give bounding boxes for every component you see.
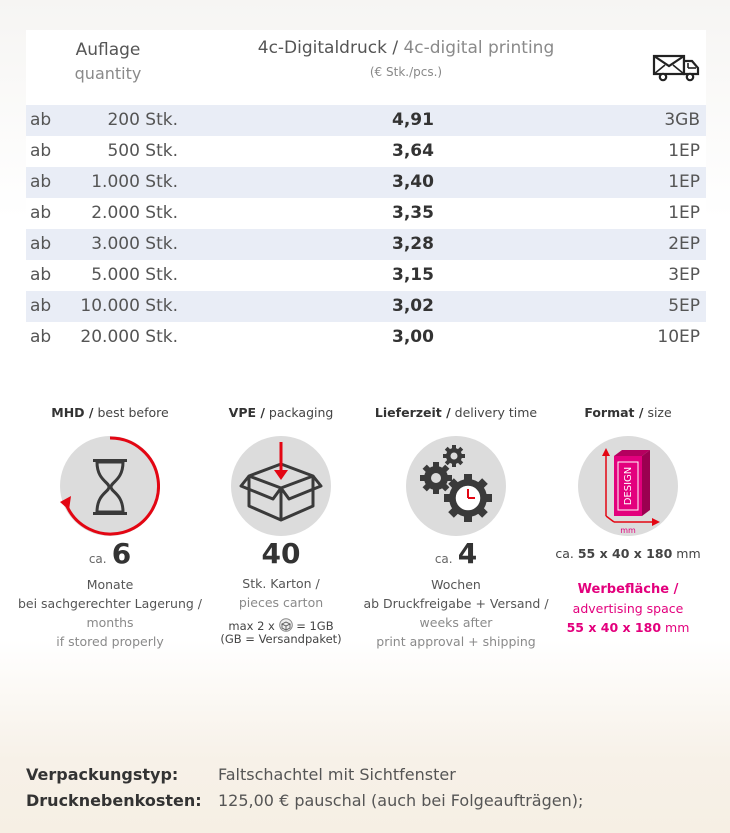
vpe-line1: Stk. Karton / (242, 576, 320, 591)
row-quantity: 3.000 Stk. (91, 234, 178, 254)
row-price: 3,00 (392, 327, 434, 347)
row-shipping: 1EP (668, 203, 700, 223)
quantity-header-de: Auflage (75, 40, 141, 60)
vpe-heading: VPE / packaging (228, 405, 334, 420)
box-dimensions-icon (578, 436, 678, 536)
vpe-line2: pieces carton (238, 595, 324, 610)
format-column (533, 405, 723, 637)
row-price: 3,15 (392, 265, 434, 285)
row-shipping: 3GB (664, 110, 700, 130)
delivery-heading: Lieferzeit / delivery time (374, 405, 538, 420)
delivery-column (361, 405, 551, 651)
footer-label: Verpackungstyp: (26, 765, 179, 784)
row-quantity: 20.000 Stk. (80, 327, 178, 347)
table-row (26, 167, 706, 198)
vpe-note1: max 2 x = 1GB (228, 619, 334, 633)
row-shipping: 10EP (657, 327, 700, 347)
delivery-value: 4 (457, 537, 478, 570)
table-row (26, 229, 706, 260)
vpe-circle (231, 436, 331, 536)
row-quantity: 500 Stk. (107, 141, 178, 161)
mhd-ca: ca. (88, 552, 107, 566)
delivery-line3: weeks after (419, 615, 493, 630)
row-quantity: 10.000 Stk. (80, 296, 178, 316)
table-row (26, 291, 706, 322)
row-shipping: 1EP (668, 141, 700, 161)
row-shipping: 1EP (668, 172, 700, 192)
table-row (26, 136, 706, 167)
row-ab: ab (30, 172, 52, 192)
delivery-line2: ab Druckfreigabe + Versand / (363, 596, 549, 611)
footer-row (26, 791, 716, 817)
mhd-heading: MHD / best before (51, 405, 169, 420)
table-row (26, 260, 706, 291)
envelope-truck-icon (652, 52, 700, 82)
row-ab: ab (30, 141, 52, 161)
mhd-line4: if stored properly (56, 634, 164, 649)
row-ab: ab (30, 203, 52, 223)
row-ab: ab (30, 327, 52, 347)
price-unit: (€ Stk./pcs.) (369, 65, 443, 79)
package-icon (279, 618, 293, 632)
delivery-ca: ca. (434, 552, 453, 566)
delivery-circle (406, 436, 506, 536)
row-price: 4,91 (392, 110, 434, 130)
mhd-line2: bei sachgerechter Lagerung / (17, 596, 203, 611)
price-header (236, 38, 576, 79)
footer-details (26, 765, 716, 817)
row-price: 3,28 (392, 234, 434, 254)
hourglass-icon (60, 436, 160, 536)
mhd-line3: months (86, 615, 134, 630)
footer-value: 125,00 € pauschal (auch bei Folgeaufträgen); (218, 791, 584, 810)
mhd-line1: Monate (86, 577, 134, 592)
row-price: 3,40 (392, 172, 434, 192)
footer-value: Faltschachtel mit Sichtfenster (218, 765, 456, 784)
price-rows (26, 105, 706, 353)
table-row (26, 105, 706, 136)
vpe-note2: (GB = Versandpaket) (220, 632, 342, 646)
vpe-column (186, 405, 376, 646)
row-ab: ab (30, 296, 52, 316)
row-shipping: 5EP (668, 296, 700, 316)
box-icon (231, 436, 331, 536)
delivery-line4: print approval + shipping (376, 634, 536, 649)
row-quantity: 200 Stk. (107, 110, 178, 130)
quantity-header-en: quantity (74, 64, 142, 83)
mhd-column (15, 405, 205, 651)
format-heading: Format / size (584, 405, 672, 420)
row-shipping: 2EP (668, 234, 700, 254)
table-row (26, 322, 706, 353)
row-price: 3,64 (392, 141, 434, 161)
format-size: ca. 55 x 40 x 180 mm (555, 546, 701, 561)
ad-space (533, 579, 723, 637)
ad-value: 55 x 40 x 180 mm (566, 620, 690, 635)
footer-row (26, 765, 716, 791)
svg-text:mm: mm (620, 526, 636, 535)
row-ab: ab (30, 234, 52, 254)
format-circle (578, 436, 678, 536)
footer-label: Drucknebenkosten: (26, 791, 202, 810)
ad-en: advertising space (572, 601, 684, 616)
row-shipping: 3EP (668, 265, 700, 285)
ad-title: Werbefläche / (577, 582, 679, 597)
vpe-value: 40 (261, 537, 301, 570)
price-header-en: 4c-digital printing (403, 38, 555, 58)
row-quantity: 1.000 Stk. (91, 172, 178, 192)
mhd-value: 6 (111, 537, 132, 570)
row-price: 3,35 (392, 203, 434, 223)
mhd-circle (60, 436, 160, 536)
delivery-line1: Wochen (431, 577, 481, 592)
row-price: 3,02 (392, 296, 434, 316)
quantity-header (68, 40, 148, 83)
table-row (26, 198, 706, 229)
svg-text:DESIGN: DESIGN (623, 466, 634, 506)
price-table (26, 30, 706, 353)
price-header-de: 4c-Digitaldruck / (257, 38, 399, 58)
row-ab: ab (30, 110, 52, 130)
product-info (0, 405, 730, 665)
row-quantity: 5.000 Stk. (91, 265, 178, 285)
row-quantity: 2.000 Stk. (91, 203, 178, 223)
gears-clock-icon (406, 436, 506, 536)
table-header (26, 30, 706, 105)
row-ab: ab (30, 265, 52, 285)
